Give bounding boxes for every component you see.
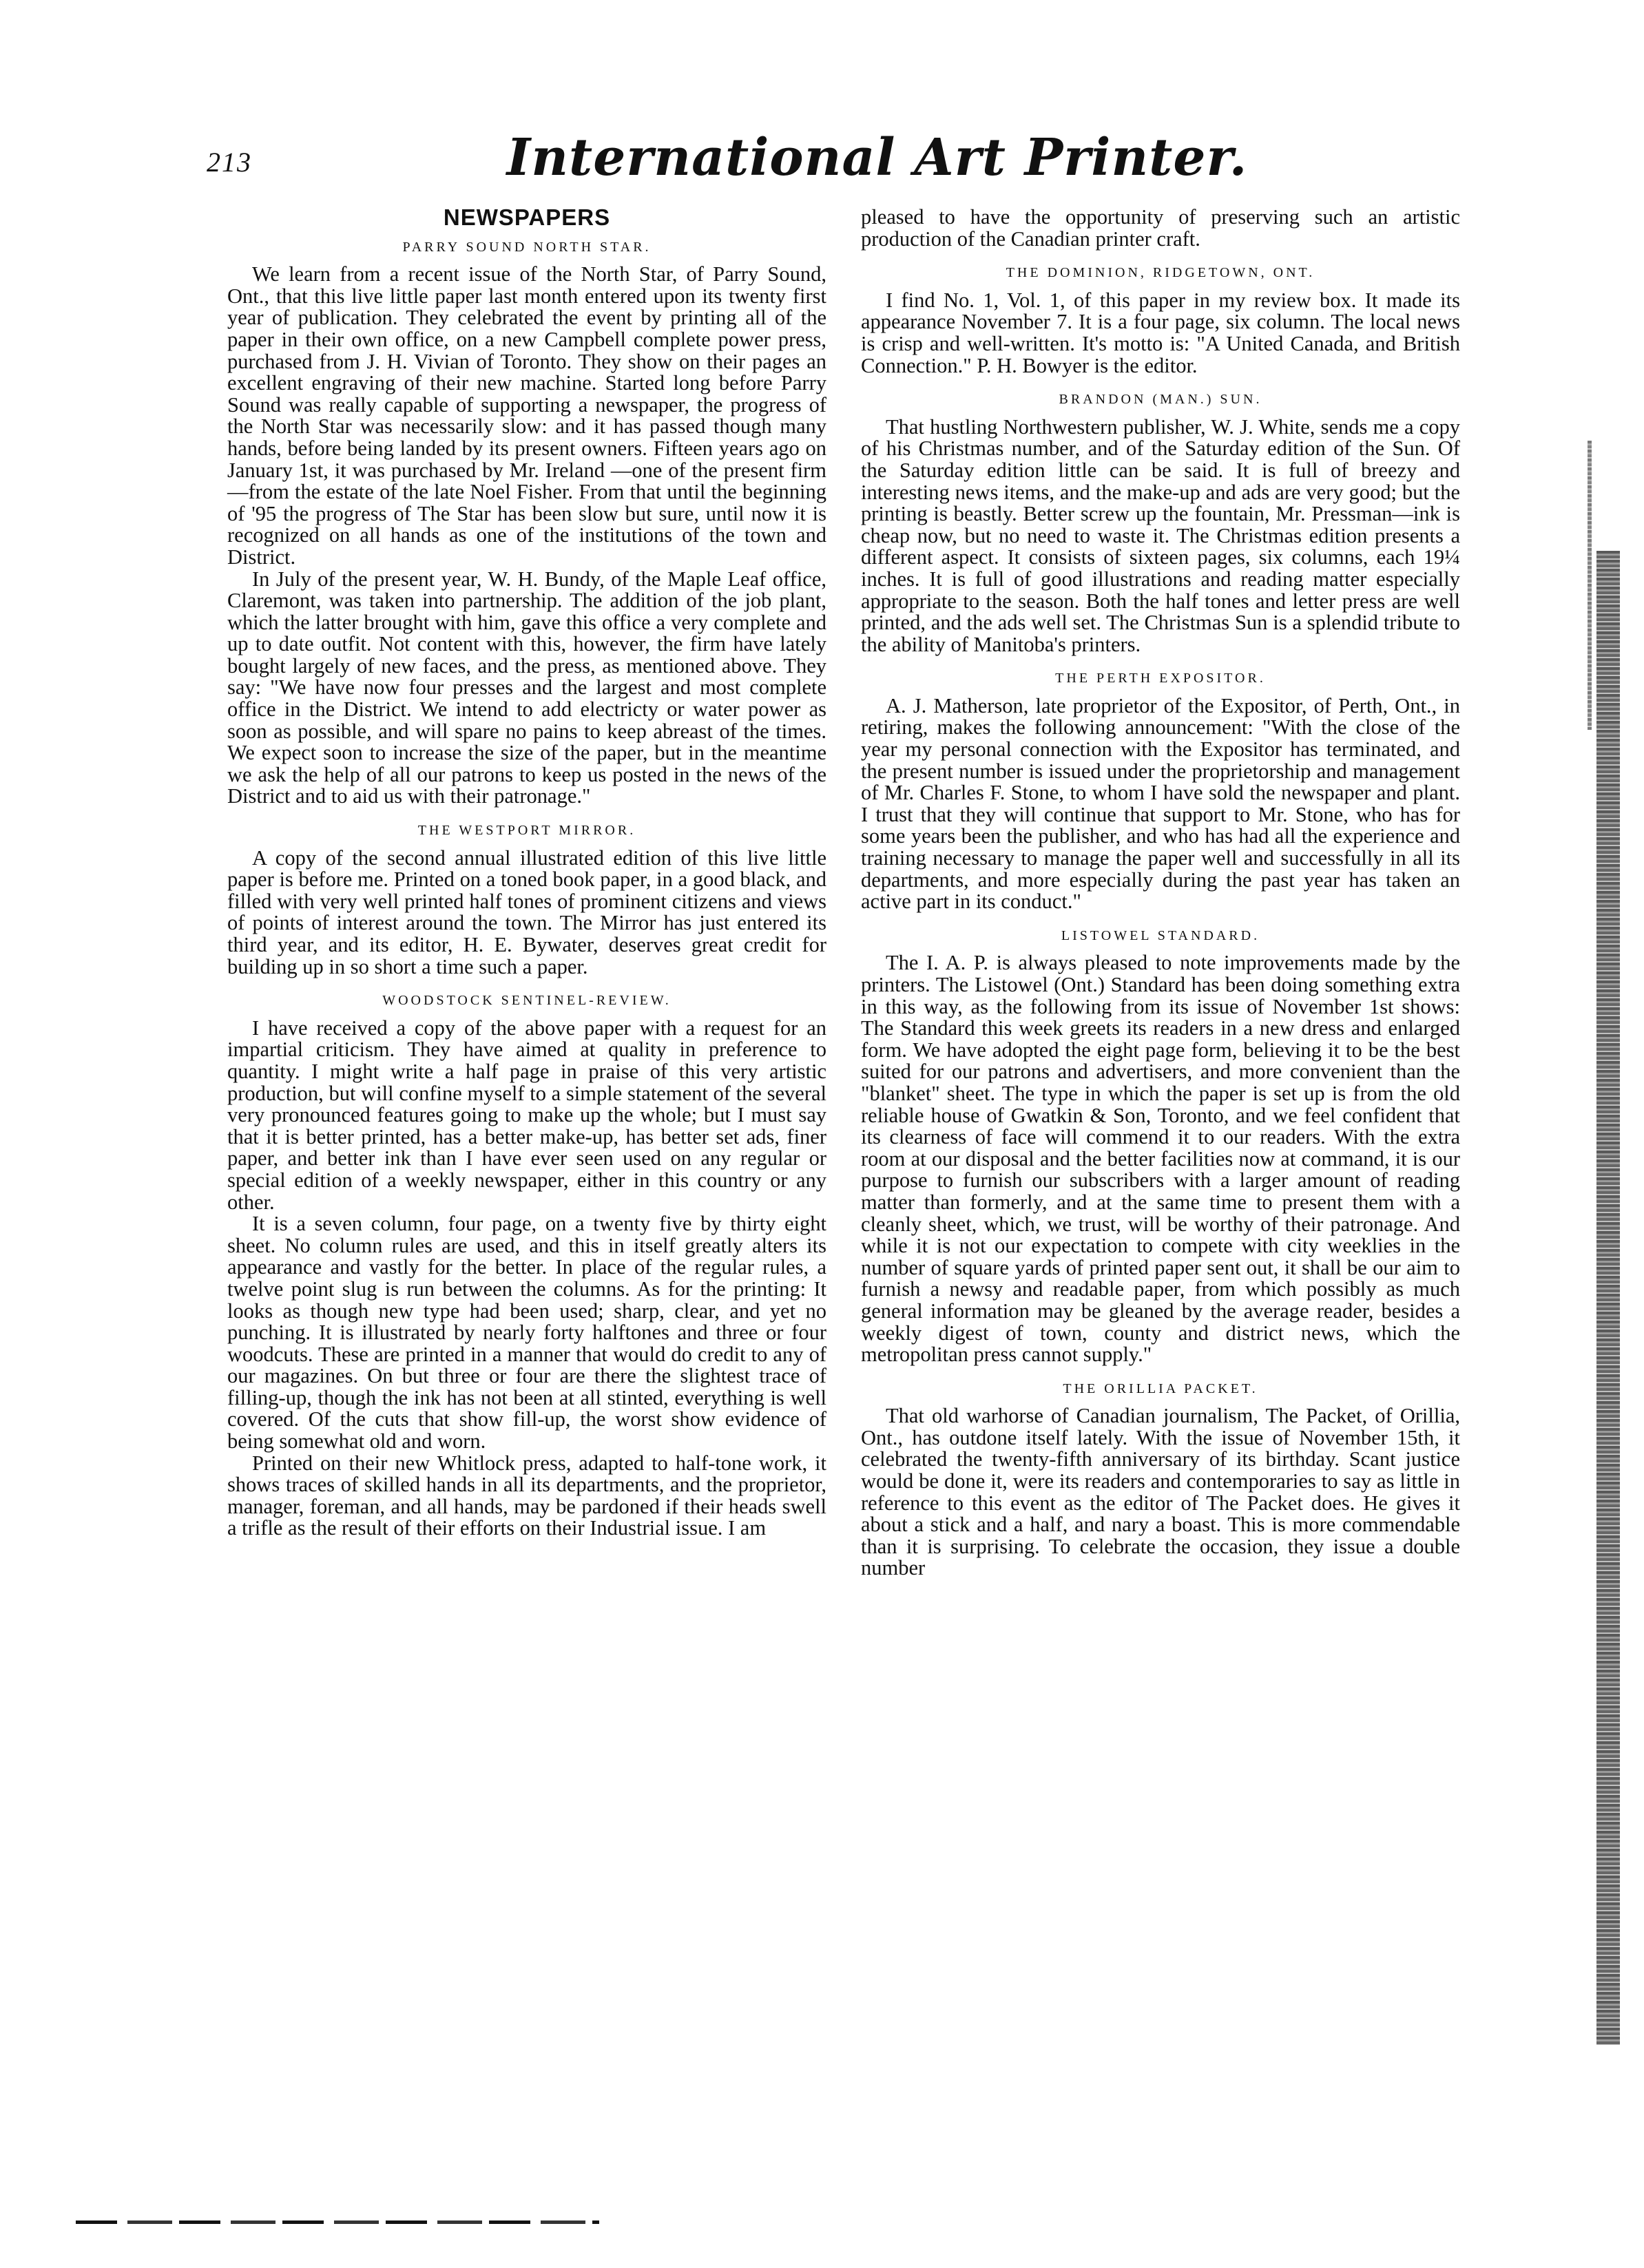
article-paragraph: In July of the present year, W. H. Bundy, of the Maple Leaf office, Claremont, was taken into partnership. The addition of the job plant, which the latter brought with him, gave this office a very complete and up to date outfit. Not content with this, however, the firm have lately bought largely of new faces, and the press, as mentioned above. They say: "We have now four presses and the largest and most complete office in the District. We intend to add electricty or water power as soon as possible, and will spare no pains to keep abreast of the times. We expect soon to increase the size of the paper, but in the meantime we ask the help of all our patrons to keep us posted in the news of the District and to aid us with their patronage." [227, 567, 826, 808]
left-column [227, 204, 826, 1540]
article-paragraph: I have received a copy of the above paper with a request for an impartial criticism. They have aimed at quality in preference to quantity. I might write a half page in praise of this very artistic production, but will confine myself to a simple statement of the several very pronounced features going to make up the whole; but I must say that it is better printed, has a better make-up, has better set ads, finer paper, and better ink than I have ever seen used on any regular or special edition of a weekly newspaper, either in this country or any other. [227, 1016, 826, 1214]
section-title: NEWSPAPERS [443, 204, 611, 230]
scan-edge-mark [1588, 441, 1592, 730]
article-paragraph: That hustling Northwestern publisher, W. J. White, sends me a copy of his Christmas number, and of the Saturday edition of the Sun. Of the Saturday edition little can be said. It is full of breezy and interesting news items, and the make-up and ads are very good; but the printing is beastly. Better screw up the fountain, Mr. Pressman—ink is cheap now, but no need to waste it. The Christmas edition presents a different aspect. It consists of sixteen pages, six columns, each 19¼ inches. It is full of good illustrations and reading matter especially appropriate to the season. Both the half tones and letter press are well printed, and the ads well set. The Christmas Sun is a splendid tribute to the ability of Manitoba's printers. [861, 414, 1460, 656]
article-heading-dominion: THE DOMINION, RIDGETOWN, ONT. [1006, 265, 1315, 281]
article-heading-brandon: BRANDON (MAN.) SUN. [1059, 392, 1262, 408]
article-paragraph: We learn from a recent issue of the North Star, of Parry Sound, Ont., that this live little paper last month entered upon its twenty first year of publication. They celebrated the event by printing all of the paper in their own office, on a new Campbell complete power press, purchased from J. H. Vivian of Toronto. They show on their pages an excellent engraving of their new machine. Started long before Parry Sound was really capable of supporting a newspaper, the progress of the North Star was necessarily slow: and it has passed though many hands, before being landed by its present owners. Fifteen years ago on January 1st, it was purchased by Mr. Ireland —one of the present firm—from the estate of the late Noel Fisher. From that until the beginning of '95 the progress of The Star has been slow but sure, until now it is recognized on all hands as one of the institutions of the town and District. [227, 262, 826, 569]
article-paragraph: Printed on their new Whitlock press, adapted to half-tone work, it shows traces of skilled hands in all its departments, and the proprietor, manager, foreman, and all hands, may be pardoned if their heads swell a trifle as the result of their efforts on their Industrial issue. I am [227, 1451, 826, 1540]
article-heading-westport: THE WESTPORT MIRROR. [417, 823, 636, 839]
right-column [861, 207, 1460, 1579]
article-paragraph: I find No. 1, Vol. 1, of this paper in my review box. It made its appearance November 7. It is a four page, six column. The local news is crisp and well-written. It's motto is: "A United Canada, and British Connection." P. H. Bowyer is the editor. [861, 288, 1460, 377]
article-paragraph: It is a seven column, four page, on a twenty five by thirty eight sheet. No column rules are used, and this in itself greatly alters its appearance and vastly for the better. In place of the regular rules, a twelve point slug is run between the columns. As for the printing: It looks as though new type had been used; sharp, clear, and yet no punching. It is illustrated by nearly forty halftones and three or four woodcuts. These are printed in a manner that would do credit to any of our magazines. On but three or four are there the slightest trace of filling-up, though the ink has not been at all stinted, everything is well covered. Of the cuts that show fill-up, the worst show evidence of being somewhat old and worn. [227, 1212, 826, 1453]
article-heading-perth: THE PERTH EXPOSITOR. [1055, 671, 1266, 686]
article-heading-listowel: LISTOWEL STANDARD. [1061, 927, 1260, 943]
page-number: 213 [207, 147, 252, 178]
article-heading-orillia: THE ORILLIA PACKET. [1063, 1380, 1258, 1396]
article-paragraph: That old warhorse of Canadian journalism, The Packet, of Orillia, Ont., has outdone itself lately. With the issue of November 15th, it celebrated the twenty-fifth anniversary of its birthday. Scant justice would be done it, were its readers and contemporaries to say as little in reference to this event as the editor of The Packet does. He gives it about a stick and a half, and nary a boast. This is more commendable than it is surprising. To celebrate the occasion, they issue a double number [861, 1404, 1460, 1580]
scan-binding-edge [1596, 551, 1620, 2045]
article-paragraph: A copy of the second annual illustrated edition of this live little paper is before me. Printed on a toned book paper, in a good black, and filled with very well printed half tones of prominent citizens and views of points of interest around the town. The Mirror has just entered its third year, and its editor, H. E. Bywater, deserves great credit for building up in so short a time such a paper. [227, 846, 826, 978]
article-paragraph: The I. A. P. is always pleased to note improvements made by the printers. The Listowel (Ont.) Standard has been doing something extra in this way, as the following from its issue of November 1st shows: The Standard this week greets its readers in a new dress and enlarged form. We have adopted the eight page form, believing it to be the best suited for our patrons and advertisers, and more convenient than the "blanket" sheet. The type in which the paper is set up is from the old reliable house of Gwatkin & Son, Toronto, and we feel confident that its clearness of face will commend it to our readers. With the extra room at our disposal and the better facilities now at command, it is our purpose to furnish our subscribers with a larger amount of reading matter than formerly, and at the same time to present them with a cleanly sheet, which, we trust, will be worthy of their patronage. And while it is not our expectation to compete with city weeklies in the number of square yards of printed paper sent out, it shall be our aim to furnish a newsy and readable paper, from which possibly as much general information may be gleaned by the average reader, besides a weekly digest of town, county and district news, which the metropolitan press cannot supply." [861, 951, 1460, 1367]
article-continuation: pleased to have the opportunity of preserving such an artistic production of the Canadian printer craft. [861, 205, 1460, 251]
article-heading-woodstock: WOODSTOCK SENTINEL-REVIEW. [382, 993, 672, 1009]
scan-bottom-rule [76, 2220, 599, 2224]
article-heading-parry-sound: PARRY SOUND NORTH STAR. [402, 239, 652, 255]
masthead-title: International Art Printer. [506, 128, 1248, 187]
article-paragraph: A. J. Matherson, late proprietor of the Expositor, of Perth, Ont., in retiring, makes the following announcement: "With the close of the year my personal connection with the Expositor has terminated, and the present number is issued under the proprietorship and management of Mr. Charles F. Stone, to whom I have sold the newspaper and plant. I trust that they will continue that support to Mr. Stone, who has for some years been the publisher, and who has had all the experience and training necessary to manage the paper well and successfully in all its departments, and more especially during the past year has taken an active part in its conduct." [861, 693, 1460, 914]
